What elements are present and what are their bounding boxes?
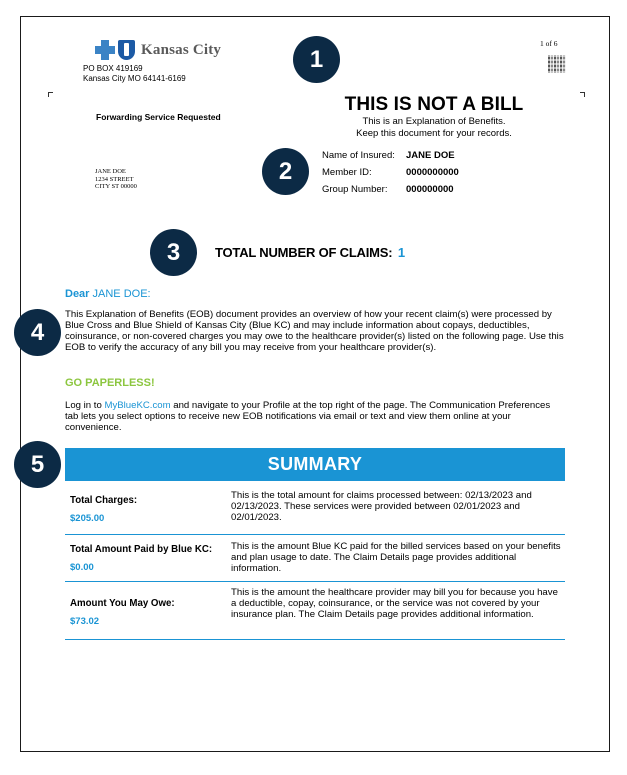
summary-amount: $0.00 — [70, 562, 94, 573]
recipient-line: CITY ST 00000 — [95, 183, 137, 190]
summary-row-total-charges — [65, 491, 565, 535]
bluekc-logo — [95, 40, 221, 60]
qr-code-icon — [548, 55, 566, 73]
member-id-row — [322, 164, 459, 181]
blue-cross-icon — [95, 40, 115, 60]
not-a-bill-notice — [334, 94, 534, 140]
insured-name-value: JANE DOE — [406, 150, 455, 161]
total-claims-label: TOTAL NUMBER OF CLAIMS: — [215, 245, 393, 260]
eob-statement: This is an Explanation of Benefits. — [362, 116, 506, 127]
summary-row-amount-paid — [65, 542, 565, 582]
address-window-corner — [48, 92, 53, 97]
summary-amount: $205.00 — [70, 513, 105, 524]
summary-description: This is the amount the healthcare provider may bill you for because you have a deductible, copay, coinsurance, or the service was not covered by your insurance plan. The Claim Details page provides additional information. — [231, 587, 558, 620]
summary-description: This is the total amount for claims processed between: 02/13/2023 and 02/13/2023. These services were provided between 02/01/2023 and 02/01/2023. — [231, 490, 532, 523]
page-indicator: 1 of 6 — [540, 39, 558, 48]
marker-4: 4 — [14, 309, 61, 356]
paperless-paragraph — [65, 400, 565, 433]
summary-label: Total Charges: — [70, 495, 138, 506]
return-address — [83, 64, 186, 83]
insured-name-row — [322, 147, 459, 164]
go-paperless-heading: GO PAPERLESS! — [65, 377, 155, 389]
marker-1: 1 — [293, 36, 340, 83]
recipient-line: 1234 STREET — [95, 175, 134, 183]
return-address-line: Kansas City MO 64141-6169 — [83, 73, 186, 83]
greeting-word: Dear — [65, 288, 90, 300]
mybluekc-link[interactable]: MyBlueKC.com — [104, 400, 171, 411]
member-id-value: 0000000000 — [406, 167, 459, 178]
summary-label: Amount You May Owe: — [70, 598, 175, 609]
paperless-text-start: Log in to — [65, 400, 105, 411]
keep-records-statement: Keep this document for your records. — [356, 128, 512, 139]
group-number-value: 000000000 — [406, 184, 454, 195]
marker-3: 3 — [150, 229, 197, 276]
member-id-label: Member ID: — [322, 167, 372, 178]
group-number-row — [322, 181, 459, 198]
recipient-address — [95, 168, 137, 191]
eob-intro-paragraph: This Explanation of Benefits (EOB) document provides an overview of how your recent claim(s) were processed by Blue Cross and Blue Shield of Kansas City (Blue KC) and may include information about copays, deductibles, coinsurance, or non-covered charges you may owe to the healthcare provider(s) listed on the following page. Use this EOB to verify the accuracy of any bill you may receive from your healthcare provider(s). — [65, 309, 564, 353]
total-claims-count: 1 — [397, 245, 405, 260]
marker-5: 5 — [14, 441, 61, 488]
total-claims — [215, 245, 405, 260]
marker-2: 2 — [262, 148, 309, 195]
not-a-bill-title: THIS IS NOT A BILL — [344, 94, 524, 115]
summary-header: SUMMARY — [65, 448, 565, 481]
greeting — [65, 288, 151, 300]
summary-amount: $73.02 — [70, 616, 100, 627]
summary-label: Total Amount Paid by Blue KC: — [70, 544, 213, 555]
logo-text: Kansas City — [141, 41, 222, 58]
insured-name-label: Name of Insured: — [322, 150, 395, 161]
return-address-line: PO BOX 419169 — [83, 64, 143, 73]
recipient-line: JANE DOE — [95, 168, 126, 175]
greeting-name: JANE DOE: — [92, 288, 151, 300]
address-window-corner — [580, 92, 585, 97]
blue-shield-icon — [118, 40, 135, 60]
group-number-label: Group Number: — [322, 184, 388, 195]
summary-description: This is the amount Blue KC paid for the billed services based on your benefits and plan usage to date. The Claim Details page provides additional information. — [231, 541, 561, 574]
insured-info — [322, 147, 459, 198]
paperless-text-end: and navigate to your Profile at the top right of the page. The Communication Preferences tab lets you select options to receive new EOB notifications via email or text and view them online at your convenience. — [65, 400, 551, 433]
summary-row-amount-owed — [65, 588, 565, 640]
forwarding-notice: Forwarding Service Requested — [96, 112, 221, 122]
